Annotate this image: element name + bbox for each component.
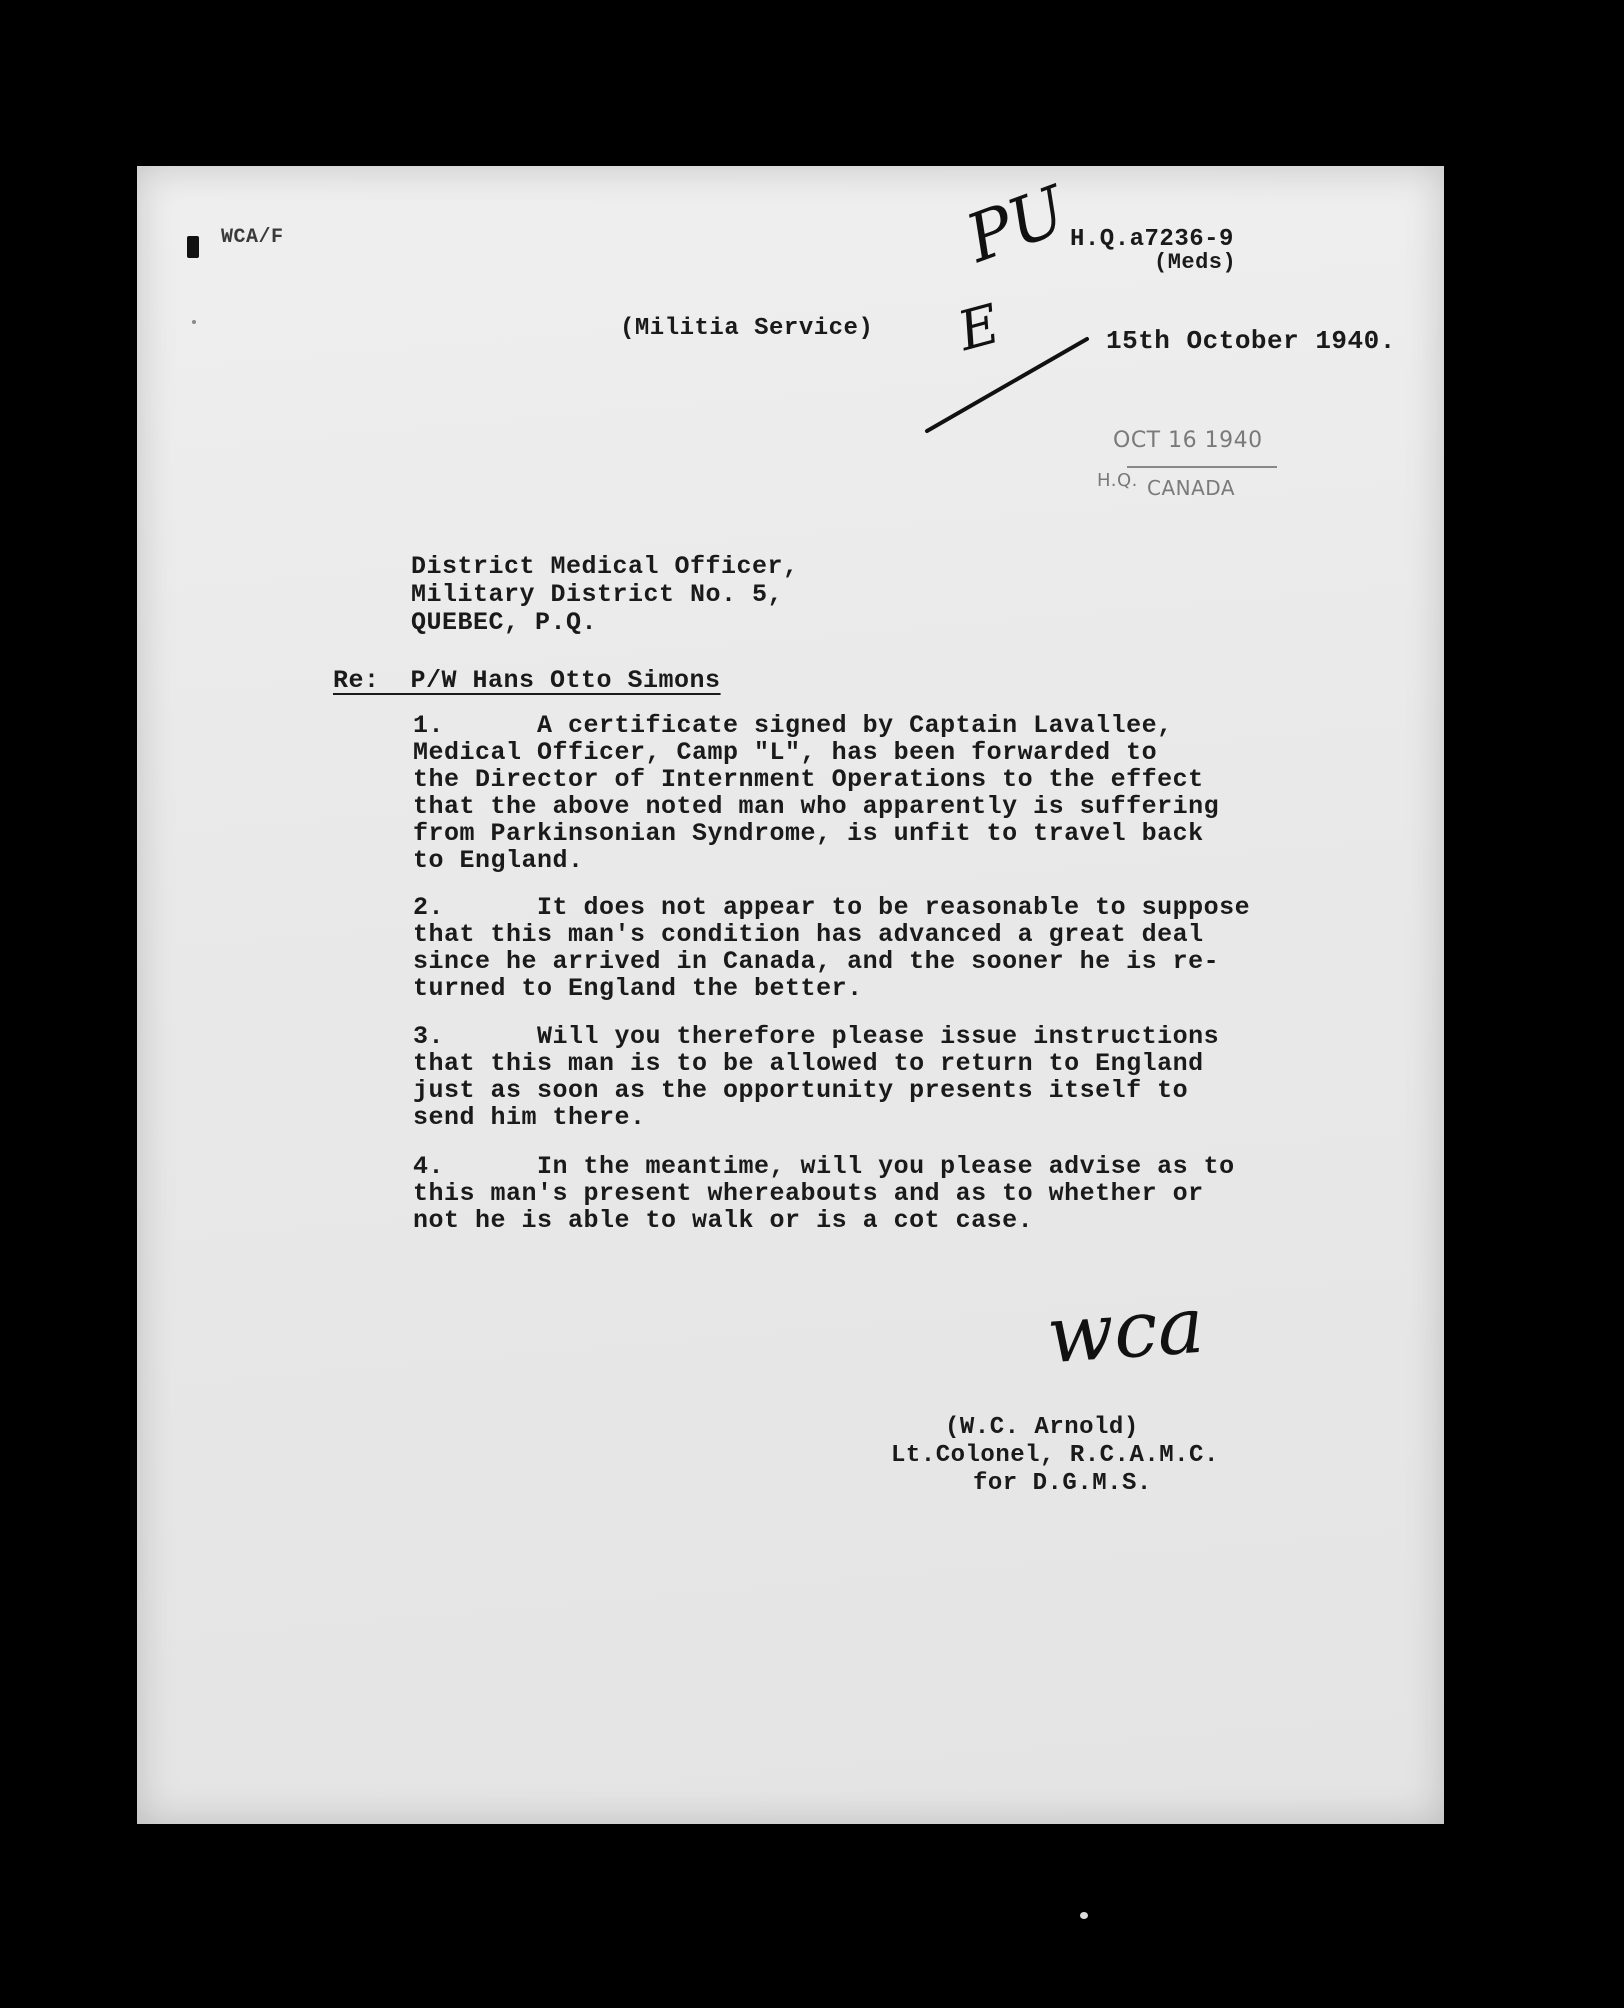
body-line: to England.	[413, 846, 584, 875]
body-line: 2. It does not appear to be reasonable to suppose	[413, 893, 1251, 922]
stamp-canada: CANADA	[1147, 476, 1236, 500]
body-line: that the above noted man who apparently is suffering	[413, 792, 1220, 821]
file-reference-sub: (Meds)	[1154, 250, 1237, 275]
handwritten-signature: wca	[1044, 1280, 1207, 1382]
letter-sheet	[137, 166, 1444, 1824]
addressee-line: QUEBEC, P.Q.	[411, 608, 598, 637]
addressee-line: Military District No. 5,	[411, 580, 784, 609]
signatory-name: (W.C. Arnold)	[945, 1414, 1139, 1441]
file-reference: H.Q.a7236-9	[1070, 226, 1234, 253]
body-line: just as soon as the opportunity presents itself to	[413, 1076, 1189, 1105]
body-line: 3. Will you therefore please issue instructions	[413, 1022, 1220, 1051]
body-line: send him there.	[413, 1103, 646, 1132]
received-stamp	[1097, 386, 1297, 516]
body-line: the Director of Internment Operations to the effect	[413, 765, 1204, 794]
handwritten-mark-lower: E	[951, 291, 1006, 364]
handwritten-slash-stroke	[917, 331, 1097, 441]
body-line: this man's present whereabouts and as to whether or	[413, 1179, 1204, 1208]
body-line: turned to England the better.	[413, 974, 863, 1003]
body-line: 4. In the meantime, will you please advise as to	[413, 1152, 1235, 1181]
body-line: 1. A certificate signed by Captain Lavallee,	[413, 711, 1173, 740]
body-line: Medical Officer, Camp "L", has been forwarded to	[413, 738, 1158, 767]
signatory-rank: Lt.Colonel, R.C.A.M.C.	[891, 1442, 1219, 1469]
subject-line: Re: P/W Hans Otto Simons	[333, 666, 721, 695]
service-heading: (Militia Service)	[620, 315, 874, 342]
addressee-line: District Medical Officer,	[411, 552, 799, 581]
body-line: from Parkinsonian Syndrome, is unfit to travel back	[413, 819, 1204, 848]
body-line: that this man is to be allowed to return to England	[413, 1049, 1204, 1078]
handwritten-mark-top: PU	[956, 171, 1077, 278]
scan-speck	[192, 320, 196, 324]
body-line: since he arrived in Canada, and the sooner he is re-	[413, 947, 1220, 976]
initials-ref: WCA/F	[221, 226, 284, 249]
signatory-for: for D.G.M.S.	[973, 1470, 1152, 1497]
punch-mark	[187, 236, 199, 258]
body-line: not he is able to walk or is a cot case.	[413, 1206, 1034, 1235]
stamp-hq: H.Q.	[1097, 470, 1138, 491]
letter-date: 15th October 1940.	[1106, 326, 1396, 356]
stamp-rule	[1127, 466, 1277, 468]
scan-speck	[1080, 1912, 1088, 1919]
body-line: that this man's condition has advanced a great deal	[413, 920, 1204, 949]
stamp-date: OCT 16 1940	[1113, 428, 1263, 453]
